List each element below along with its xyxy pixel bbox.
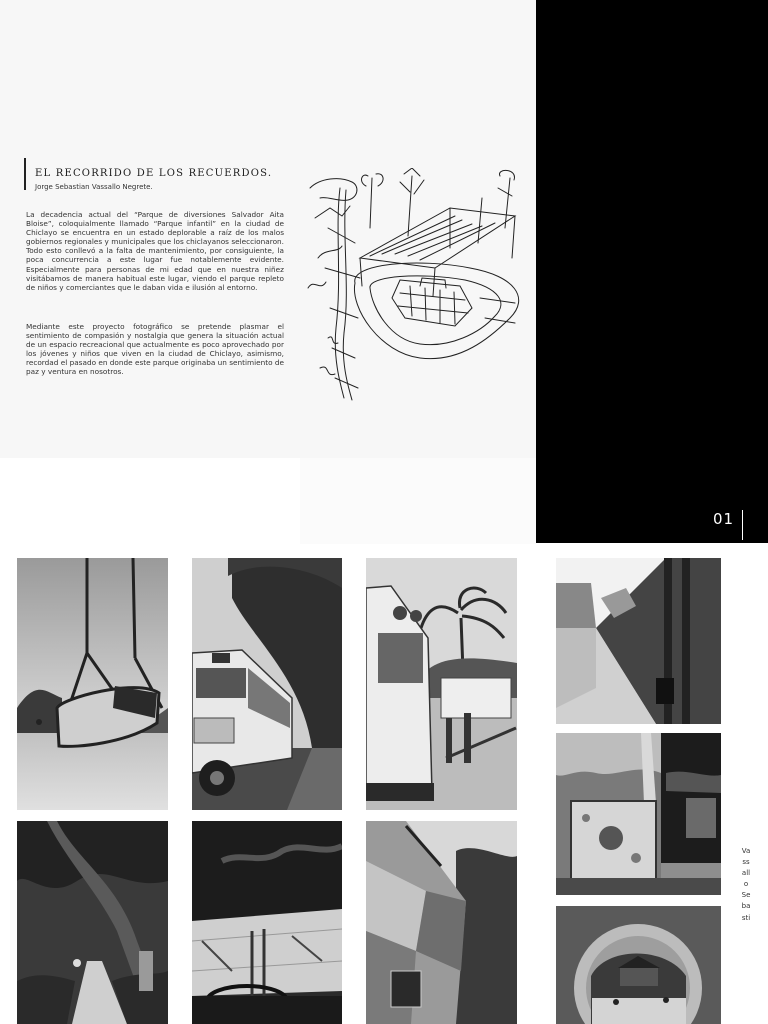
page-number-divider: [742, 510, 743, 540]
circle-arch-photo: [556, 906, 721, 1024]
bus-palms-photo: [366, 558, 517, 810]
corridor-photo: [556, 558, 721, 724]
black-panel: [536, 0, 768, 543]
bus-window-photo: [192, 821, 342, 1024]
page-number: 01: [713, 510, 735, 528]
title-accent-rule: [24, 158, 26, 190]
article-title: EL RECORRIDO DE LOS RECUERDOS.: [35, 168, 273, 179]
architecture-sketch: [300, 168, 525, 403]
article-author: Jorge Sebastian Vassallo Negrete.: [35, 183, 153, 191]
body-paragraph-1: La decadencia actual del “Parque de diversiones Salvador Aita Bloise”, coloquialmente llamado “Parque infantil” en la ciudad de Chiclayo se encuentra en un estado deplorable a raíz de los malos gobiernos regionales y municipales que los chiclayanos seleccionaron. Todo esto conllevó a la falta de mantenimiento, por consiguiente, la poca concurrencia a este lugar fue notablemente evidente. Especialmente para personas de mi edad que en nuestra niñez visitábamos de manera habitual este lugar, viendo el parque repleto de niños y comerciantes que le daban vida e ilusión al entorno.: [26, 210, 284, 292]
swing-photo: [17, 558, 168, 810]
sculpture-photo: [366, 821, 517, 1024]
bus-photo: [192, 558, 342, 810]
tree-path-photo: [17, 821, 168, 1024]
text-panel-extension: [300, 458, 536, 544]
vertical-author-name: Vassallo Sebasti: [741, 847, 751, 922]
body-paragraph-2: Mediante este proyecto fotográfico se pretende plasmar el sentimiento de compasión y nostalgia que genera la situación actual de un espacio recreacional que actualmente es poco aprovechado por los jóvenes y niños que viven en la ciudad de Chiclayo, asimismo, recordad el pasado en donde este parque originaba un sentimiento de paz y ventura en nosotros.: [26, 322, 285, 377]
stone-block-photo: [556, 733, 721, 895]
